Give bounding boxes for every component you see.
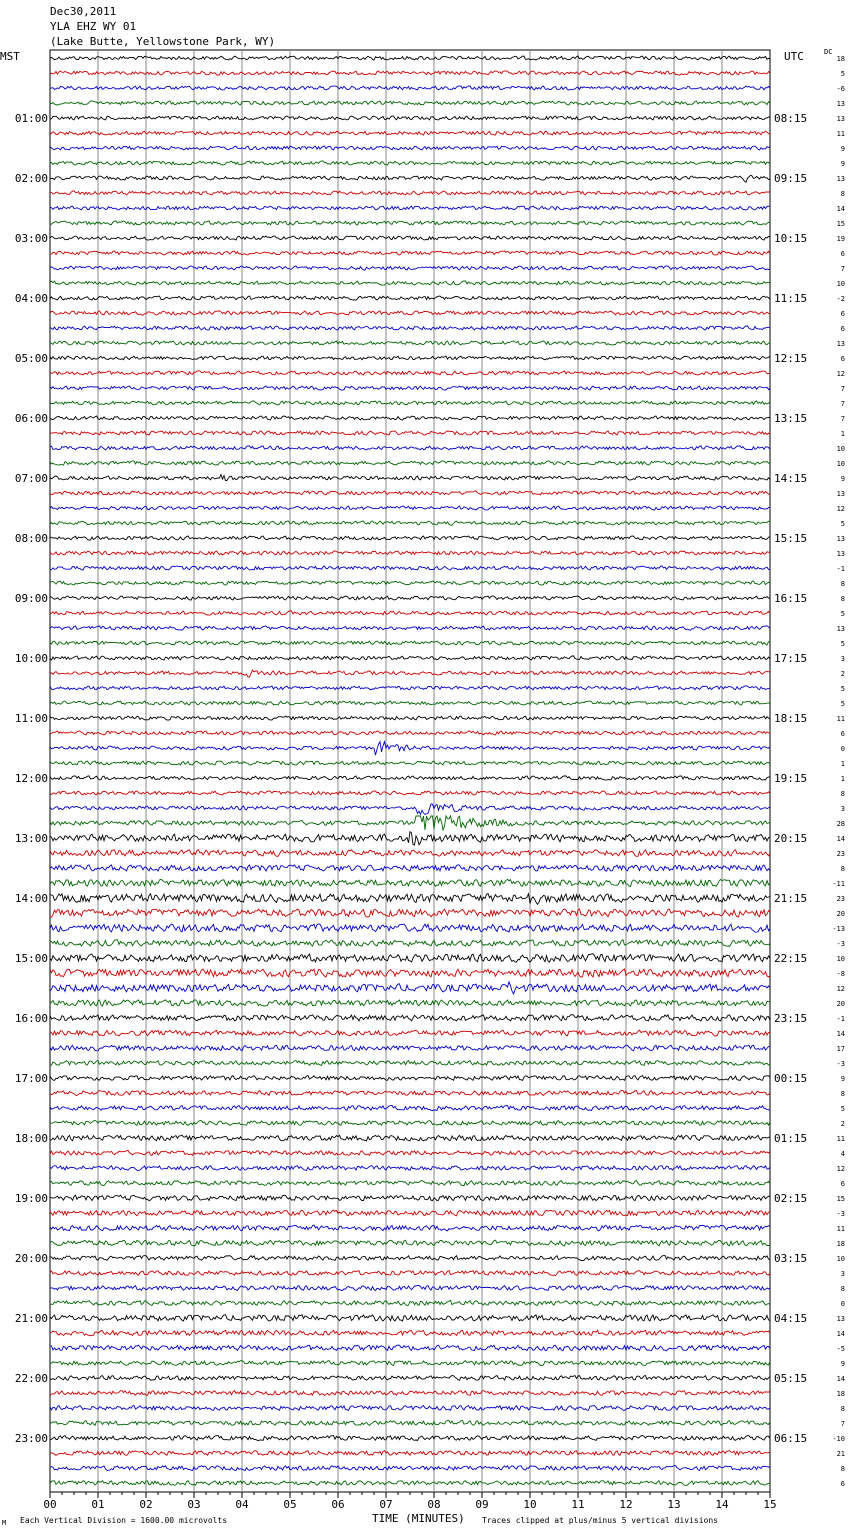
hour-label-right: 09:15	[774, 172, 808, 185]
dc-offset-label: 3	[840, 805, 845, 813]
trace-line	[50, 551, 770, 555]
trace-line	[50, 206, 770, 210]
dc-offset-label: -13	[832, 925, 845, 933]
hour-label-right: 00:15	[774, 1072, 808, 1085]
dc-offset-label: 18	[836, 55, 845, 63]
trace-line	[50, 581, 770, 585]
dc-offset-label: 3	[840, 1270, 845, 1278]
dc-offset-label: 11	[836, 1135, 845, 1143]
dc-offset-label: -11	[832, 880, 845, 888]
trace-line	[50, 1105, 770, 1110]
hour-label-right: 17:15	[774, 652, 808, 665]
hour-label-left: 09:00	[14, 592, 48, 605]
x-tick-label: 10	[523, 1498, 537, 1511]
hour-label-left: 15:00	[14, 952, 48, 965]
trace-line	[50, 641, 770, 645]
trace-line	[50, 850, 770, 857]
footer-mark: M	[2, 1519, 7, 1527]
hour-label-right: 12:15	[774, 352, 808, 365]
hour-label-left: 03:00	[14, 232, 48, 245]
trace-line	[50, 816, 770, 830]
x-tick-label: 04	[235, 1498, 249, 1511]
timezone-left-label: MST	[0, 50, 20, 63]
dc-offset-label: 14	[836, 205, 845, 213]
dc-offset-label: -3	[836, 1210, 845, 1218]
trace-line	[50, 281, 770, 285]
hour-label-left: 18:00	[14, 1132, 48, 1145]
dc-offset-label: 14	[836, 1030, 845, 1038]
trace-line	[50, 416, 770, 420]
dc-offset-label: 18	[836, 1240, 845, 1248]
trace-line	[50, 116, 770, 120]
x-tick-label: 12	[619, 1498, 633, 1511]
trace-line	[50, 1435, 770, 1440]
trace-line	[50, 461, 770, 465]
x-tick-label: 14	[715, 1498, 729, 1511]
hour-label-left: 21:00	[14, 1312, 48, 1325]
hour-label-left: 07:00	[14, 472, 48, 485]
dc-offset-label: 23	[836, 895, 845, 903]
dc-offset-label: 14	[836, 1375, 845, 1383]
dc-offset-label: -1	[836, 565, 845, 573]
trace-line	[50, 131, 770, 135]
trace-line	[50, 221, 770, 225]
dc-offset-label: 6	[840, 355, 845, 363]
hour-label-left: 10:00	[14, 652, 48, 665]
trace-line	[50, 566, 770, 570]
hour-label-right: 10:15	[774, 232, 808, 245]
dc-offset-label: 10	[836, 1255, 845, 1263]
trace-line	[50, 701, 770, 705]
dc-offset-label: 9	[840, 1360, 845, 1368]
dc-offset-label: 9	[840, 475, 845, 483]
trace-line	[50, 832, 770, 845]
trace-line	[50, 791, 770, 795]
x-tick-label: 13	[667, 1498, 681, 1511]
hour-label-right: 13:15	[774, 412, 808, 425]
dc-offset-label: 20	[836, 910, 845, 918]
dc-offset-label: 7	[840, 1420, 845, 1428]
hour-label-right: 04:15	[774, 1312, 808, 1325]
dc-offset-label: 8	[840, 790, 845, 798]
dc-offset-label: 5	[840, 685, 845, 693]
trace-line	[50, 909, 770, 917]
dc-offset-label: 2	[840, 670, 845, 678]
dc-offset-label: 10	[836, 445, 845, 453]
hour-label-right: 03:15	[774, 1252, 808, 1265]
trace-line	[50, 446, 770, 450]
trace-line	[50, 296, 770, 300]
trace-line	[50, 175, 770, 182]
trace-line	[50, 716, 770, 720]
dc-offset-label: 13	[836, 550, 845, 558]
dc-offset-label: 13	[836, 490, 845, 498]
dc-offset-label: 7	[840, 400, 845, 408]
dc-offset-label: 8	[840, 1465, 845, 1473]
trace-line	[50, 1225, 770, 1231]
dc-offset-label: 5	[840, 520, 845, 528]
dc-offset-label: 13	[836, 1315, 845, 1323]
dc-offset-label: 0	[840, 1300, 845, 1308]
hour-label-right: 05:15	[774, 1372, 808, 1385]
hour-label-left: 13:00	[14, 832, 48, 845]
dc-offset-label: 1	[840, 775, 845, 783]
dc-offset-label: -10	[832, 1435, 845, 1443]
dc-offset-label: 6	[840, 310, 845, 318]
trace-line	[50, 521, 770, 525]
trace-line	[50, 341, 770, 345]
trace-line	[50, 1285, 770, 1290]
hour-label-left: 23:00	[14, 1432, 48, 1445]
hour-label-left: 20:00	[14, 1252, 48, 1265]
dc-offset-label: 11	[836, 715, 845, 723]
dc-offset-label: 10	[836, 955, 845, 963]
header-station: YLA EHZ WY 01	[50, 20, 137, 33]
trace-line	[50, 804, 770, 815]
trace-line	[50, 506, 770, 510]
trace-line	[50, 1181, 770, 1186]
dc-offset-label: 1	[840, 430, 845, 438]
x-tick-label: 09	[475, 1498, 489, 1511]
dc-offset-label: -2	[836, 295, 845, 303]
trace-line	[50, 1256, 770, 1261]
header-location: (Lake Butte, Yellowstone Park, WY)	[50, 35, 276, 48]
dc-offset-label: 2	[840, 1120, 845, 1128]
dc-offset-label: 21	[836, 1450, 845, 1458]
trace-line	[50, 1015, 770, 1021]
dc-offset-label: 6	[840, 730, 845, 738]
dc-offset-label: -6	[836, 85, 845, 93]
dc-offset-label: 15	[836, 1195, 845, 1203]
trace-line	[50, 71, 770, 75]
trace-line	[50, 1061, 770, 1066]
trace-line	[50, 536, 770, 540]
dc-offset-label: 5	[840, 70, 845, 78]
hour-label-right: 14:15	[774, 472, 808, 485]
dc-offset-label: 11	[836, 130, 845, 138]
trace-line	[50, 742, 770, 755]
trace-line	[50, 776, 770, 780]
trace-line	[50, 1466, 770, 1471]
trace-line	[50, 1151, 770, 1156]
dc-offset-label: 8	[840, 865, 845, 873]
footer-clip-note: Traces clipped at plus/minus 5 vertical divisions	[482, 1516, 719, 1525]
hour-label-left: 19:00	[14, 1192, 48, 1205]
dc-offset-label: 18	[836, 1390, 845, 1398]
dc-offset-header: DC	[824, 48, 833, 56]
trace-line	[50, 761, 770, 765]
dc-offset-label: 13	[836, 115, 845, 123]
trace-line	[50, 1166, 770, 1171]
dc-offset-label: 7	[840, 265, 845, 273]
dc-offset-label: -3	[836, 1060, 845, 1068]
x-tick-label: 06	[331, 1498, 345, 1511]
trace-line	[50, 954, 770, 962]
dc-offset-label: 17	[836, 1045, 845, 1053]
trace-line	[50, 670, 770, 677]
trace-line	[50, 894, 770, 905]
trace-line	[50, 386, 770, 390]
dc-offset-label: 13	[836, 625, 845, 633]
dc-offset-label: -8	[836, 970, 845, 978]
trace-line	[50, 1240, 770, 1246]
dc-offset-label: 1	[840, 760, 845, 768]
trace-line	[50, 1345, 770, 1351]
hour-label-left: 17:00	[14, 1072, 48, 1085]
dc-offset-label: 13	[836, 175, 845, 183]
dc-offset-label: 14	[836, 835, 845, 843]
hour-label-right: 21:15	[774, 892, 808, 905]
trace-line	[50, 1210, 770, 1216]
trace-line	[50, 731, 770, 735]
hour-label-left: 04:00	[14, 292, 48, 305]
trace-line	[50, 656, 770, 660]
dc-offset-label: 3	[840, 655, 845, 663]
hour-label-right: 20:15	[774, 832, 808, 845]
trace-line	[50, 1421, 770, 1426]
x-tick-label: 15	[763, 1498, 777, 1511]
dc-offset-label: 4	[840, 1150, 845, 1158]
trace-line	[50, 251, 770, 255]
trace-line	[50, 146, 770, 150]
trace-line	[50, 1000, 770, 1006]
hour-label-left: 02:00	[14, 172, 48, 185]
footer-scale-note: Each Vertical Division = 1600.00 microvolts	[20, 1516, 228, 1525]
dc-offset-label: 20	[836, 1000, 845, 1008]
dc-offset-label: 5	[840, 700, 845, 708]
trace-line	[50, 686, 770, 690]
trace-line	[50, 1481, 770, 1486]
trace-line	[50, 982, 770, 994]
trace-line	[50, 86, 770, 90]
trace-line	[50, 611, 770, 615]
dc-offset-label: 10	[836, 280, 845, 288]
hour-label-right: 02:15	[774, 1192, 808, 1205]
dc-offset-label: 5	[840, 1105, 845, 1113]
trace-line	[50, 626, 770, 630]
dc-offset-label: 7	[840, 385, 845, 393]
trace-line	[50, 1195, 770, 1201]
trace-line	[50, 1271, 770, 1276]
dc-offset-label: 6	[840, 325, 845, 333]
trace-line	[50, 101, 770, 105]
trace-line	[50, 491, 770, 495]
hour-label-right: 16:15	[774, 592, 808, 605]
trace-line	[50, 596, 770, 600]
hour-label-right: 19:15	[774, 772, 808, 785]
dc-offset-label: 13	[836, 100, 845, 108]
hour-label-left: 01:00	[14, 112, 48, 125]
timezone-right-label: UTC	[784, 50, 804, 63]
trace-line	[50, 1135, 770, 1141]
trace-line	[50, 1301, 770, 1306]
dc-offset-label: 23	[836, 850, 845, 858]
dc-offset-label: 6	[840, 1180, 845, 1188]
x-tick-label: 11	[571, 1498, 585, 1511]
dc-offset-label: 8	[840, 1285, 845, 1293]
x-tick-label: 07	[379, 1498, 393, 1511]
trace-line	[50, 1045, 770, 1051]
hour-label-right: 18:15	[774, 712, 808, 725]
hour-label-left: 05:00	[14, 352, 48, 365]
dc-offset-label: -5	[836, 1345, 845, 1353]
trace-line	[50, 475, 770, 481]
trace-line	[50, 161, 770, 165]
trace-line	[50, 1361, 770, 1366]
trace-line	[50, 1406, 770, 1411]
dc-offset-label: 0	[840, 745, 845, 753]
trace-line	[50, 236, 770, 240]
dc-offset-label: 5	[840, 610, 845, 618]
dc-offset-label: 5	[840, 640, 845, 648]
hour-label-left: 14:00	[14, 892, 48, 905]
dc-offset-label: 6	[840, 1480, 845, 1488]
x-tick-label: 08	[427, 1498, 441, 1511]
dc-offset-label: 19	[836, 235, 845, 243]
trace-line	[50, 1451, 770, 1456]
dc-offset-label: 28	[836, 820, 845, 828]
dc-offset-label: 8	[840, 1090, 845, 1098]
dc-offset-label: -3	[836, 940, 845, 948]
x-tick-label: 05	[283, 1498, 297, 1511]
hour-label-left: 06:00	[14, 412, 48, 425]
trace-line	[50, 924, 770, 932]
dc-offset-label: 12	[836, 370, 845, 378]
hour-label-right: 06:15	[774, 1432, 808, 1445]
dc-offset-label: -1	[836, 1015, 845, 1023]
trace-line	[50, 1121, 770, 1126]
hour-label-right: 23:15	[774, 1012, 808, 1025]
trace-line	[50, 1330, 770, 1336]
trace-line	[50, 401, 770, 405]
trace-line	[50, 56, 770, 60]
trace-line	[50, 1391, 770, 1396]
trace-line	[50, 1076, 770, 1081]
trace-line	[50, 1030, 770, 1036]
dc-offset-label: 10	[836, 460, 845, 468]
x-tick-label: 03	[187, 1498, 201, 1511]
hour-label-right: 22:15	[774, 952, 808, 965]
dc-offset-label: 12	[836, 1165, 845, 1173]
dc-offset-label: 9	[840, 160, 845, 168]
hour-label-right: 11:15	[774, 292, 808, 305]
dc-offset-label: 8	[840, 580, 845, 588]
hour-label-right: 01:15	[774, 1132, 808, 1145]
dc-offset-label: 15	[836, 220, 845, 228]
trace-line	[50, 311, 770, 315]
trace-line	[50, 356, 770, 360]
trace-line	[50, 326, 770, 330]
hour-label-right: 08:15	[774, 112, 808, 125]
x-axis-title: TIME (MINUTES)	[372, 1512, 465, 1525]
trace-line	[50, 1091, 770, 1096]
hour-label-left: 22:00	[14, 1372, 48, 1385]
dc-offset-label: 12	[836, 985, 845, 993]
dc-offset-label: 8	[840, 1405, 845, 1413]
trace-line	[50, 879, 770, 886]
trace-line	[50, 865, 770, 871]
dc-offset-label: 13	[836, 340, 845, 348]
trace-line	[50, 1315, 770, 1321]
trace-line	[50, 371, 770, 375]
hour-label-left: 08:00	[14, 532, 48, 545]
trace-line	[50, 1376, 770, 1381]
trace-line	[50, 431, 770, 435]
header-date: Dec30,2011	[50, 5, 117, 18]
dc-offset-label: 11	[836, 1225, 845, 1233]
hour-label-left: 12:00	[14, 772, 48, 785]
dc-offset-label: 6	[840, 250, 845, 258]
x-tick-label: 02	[139, 1498, 153, 1511]
trace-line	[50, 940, 770, 947]
trace-line	[50, 266, 770, 270]
dc-offset-label: 12	[836, 505, 845, 513]
trace-line	[50, 969, 770, 977]
dc-offset-label: 9	[840, 145, 845, 153]
dc-offset-label: 8	[840, 595, 845, 603]
x-tick-label: 01	[91, 1498, 105, 1511]
x-tick-label: 00	[43, 1498, 57, 1511]
dc-offset-label: 7	[840, 415, 845, 423]
dc-offset-label: 8	[840, 190, 845, 198]
dc-offset-label: 13	[836, 535, 845, 543]
hour-label-left: 16:00	[14, 1012, 48, 1025]
dc-offset-label: 14	[836, 1330, 845, 1338]
trace-line	[50, 191, 770, 195]
hour-label-left: 11:00	[14, 712, 48, 725]
hour-label-right: 15:15	[774, 532, 808, 545]
dc-offset-label: 9	[840, 1075, 845, 1083]
